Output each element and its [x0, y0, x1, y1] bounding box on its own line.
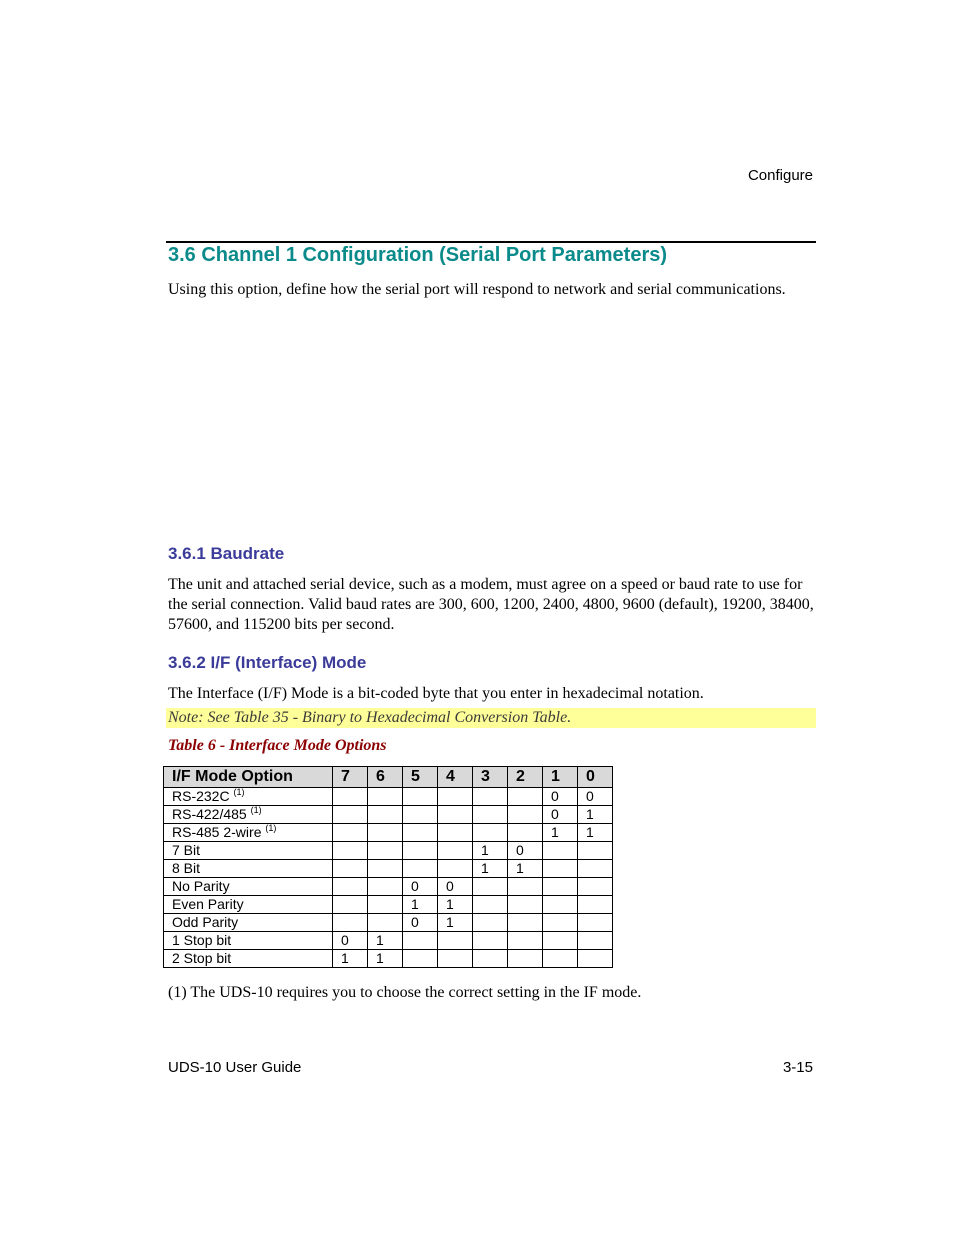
bit-cell — [543, 950, 578, 968]
bit-cell: 1 — [578, 824, 613, 842]
bit-cell: 0 — [403, 878, 438, 896]
table-row — [164, 878, 613, 896]
bit-cell — [508, 896, 543, 914]
table-caption: Table 6 - Interface Mode Options — [168, 737, 387, 754]
bit-cell — [403, 824, 438, 842]
bit-cell — [473, 932, 508, 950]
table-row — [164, 806, 613, 824]
bit-cell — [438, 824, 473, 842]
row-option — [164, 824, 333, 842]
bit-cell: 1 — [403, 896, 438, 914]
baudrate-heading: 3.6.1 Baudrate — [168, 544, 285, 563]
bit-cell: 1 — [438, 896, 473, 914]
row-option-label: 8 Bit — [172, 860, 201, 876]
bit-cell: 1 — [578, 806, 613, 824]
bit-cell — [333, 824, 368, 842]
bit-cell — [438, 860, 473, 878]
row-option-label: RS-232C — [172, 788, 230, 804]
header-bit-2: 2 — [508, 767, 543, 788]
bit-cell — [333, 860, 368, 878]
bit-cell — [333, 842, 368, 860]
bit-cell — [508, 914, 543, 932]
header-bit-1: 1 — [543, 767, 578, 788]
table-row — [164, 950, 613, 968]
row-option — [164, 878, 333, 896]
bit-cell — [438, 788, 473, 806]
bit-cell — [543, 896, 578, 914]
bit-cell — [403, 950, 438, 968]
bit-cell — [333, 806, 368, 824]
running-head: Configure — [747, 167, 813, 184]
header-bit-7: 7 — [333, 767, 368, 788]
bit-cell — [473, 914, 508, 932]
bit-cell: 1 — [438, 914, 473, 932]
bit-cell — [438, 950, 473, 968]
footer-doc-title: UDS-10 User Guide — [168, 1059, 302, 1076]
bit-cell — [508, 806, 543, 824]
bit-cell — [473, 824, 508, 842]
table-row — [164, 914, 613, 932]
table-row — [164, 842, 613, 860]
footer-page-number: 3-15 — [782, 1059, 813, 1076]
bit-cell: 0 — [543, 806, 578, 824]
bit-cell: 1 — [473, 842, 508, 860]
row-option — [164, 788, 333, 806]
bit-cell — [403, 842, 438, 860]
footnote-marker: (1) — [233, 787, 245, 797]
bit-cell — [543, 932, 578, 950]
bit-cell — [333, 878, 368, 896]
row-option-label: Odd Parity — [172, 914, 239, 930]
bit-cell: 1 — [368, 950, 403, 968]
bit-cell — [403, 806, 438, 824]
row-option — [164, 914, 333, 932]
bit-cell — [368, 842, 403, 860]
table-row — [164, 788, 613, 806]
bit-cell — [368, 896, 403, 914]
bit-cell — [578, 932, 613, 950]
bit-cell — [508, 788, 543, 806]
note-highlight: Note: See Table 35 - Binary to Hexadecimal Conversion Table. — [166, 708, 816, 728]
bit-cell: 0 — [438, 878, 473, 896]
row-option-label: RS-422/485 — [172, 806, 247, 822]
footnote-marker: (1) — [265, 823, 277, 833]
bit-cell — [368, 806, 403, 824]
bit-cell: 1 — [473, 860, 508, 878]
bit-cell — [578, 842, 613, 860]
row-option — [164, 950, 333, 968]
bit-cell — [438, 806, 473, 824]
bit-cell: 0 — [508, 842, 543, 860]
bit-cell — [578, 878, 613, 896]
header-bit-0: 0 — [578, 767, 613, 788]
row-option — [164, 932, 333, 950]
bit-cell — [368, 860, 403, 878]
header-bit-3: 3 — [473, 767, 508, 788]
bit-cell: 0 — [403, 914, 438, 932]
bit-cell — [368, 878, 403, 896]
table-row — [164, 824, 613, 842]
table-row — [164, 860, 613, 878]
bit-cell — [403, 788, 438, 806]
table-body — [164, 788, 613, 968]
bit-cell — [578, 950, 613, 968]
bit-cell — [473, 788, 508, 806]
bit-cell — [368, 788, 403, 806]
section-intro: Using this option, define how the serial port will respond to network and serial communications. — [168, 281, 786, 298]
bit-cell — [508, 932, 543, 950]
row-option — [164, 842, 333, 860]
row-option — [164, 896, 333, 914]
bit-cell — [543, 860, 578, 878]
bit-cell — [508, 878, 543, 896]
baudrate-body: The unit and attached serial device, such as a modem, must agree on a speed or baud rate to use for the serial connection. Valid baud rates are 300, 600, 1200, 2400, 4800, 9600 (default), 19200, 38400, 57600, and 115200 bits per second. — [168, 576, 814, 633]
bit-cell: 0 — [333, 932, 368, 950]
bit-cell: 0 — [543, 788, 578, 806]
bit-cell — [543, 878, 578, 896]
section-rule — [166, 241, 816, 243]
bit-cell — [438, 932, 473, 950]
row-option-label: No Parity — [172, 878, 230, 894]
bit-cell — [333, 788, 368, 806]
bit-cell — [543, 842, 578, 860]
bit-cell — [403, 932, 438, 950]
bit-cell — [578, 896, 613, 914]
row-option-label: 1 Stop bit — [172, 932, 232, 948]
bit-cell: 0 — [578, 788, 613, 806]
bit-cell — [543, 914, 578, 932]
row-option-label: RS-485 2-wire — [172, 824, 262, 840]
header-bit-6: 6 — [368, 767, 403, 788]
header-option: I/F Mode Option — [164, 767, 333, 788]
table-row — [164, 896, 613, 914]
bit-cell — [333, 914, 368, 932]
header-bit-5: 5 — [403, 767, 438, 788]
bit-cell — [508, 824, 543, 842]
bit-cell — [473, 896, 508, 914]
bit-cell — [578, 860, 613, 878]
table-header-row — [164, 767, 613, 788]
bit-cell — [403, 860, 438, 878]
bit-cell: 1 — [368, 932, 403, 950]
bit-cell — [368, 914, 403, 932]
footnote-marker: (1) — [250, 805, 262, 815]
ifmode-heading: 3.6.2 I/F (Interface) Mode — [168, 653, 367, 672]
section-title: 3.6 Channel 1 Configuration (Serial Port Parameters) — [168, 244, 668, 266]
table-row — [164, 932, 613, 950]
interface-mode-table — [163, 766, 613, 968]
bit-cell — [333, 896, 368, 914]
bit-cell — [473, 950, 508, 968]
row-option — [164, 806, 333, 824]
row-option — [164, 860, 333, 878]
row-option-label: 2 Stop bit — [172, 950, 232, 966]
bit-cell — [438, 842, 473, 860]
bit-cell — [368, 824, 403, 842]
ifmode-body: The Interface (I/F) Mode is a bit-coded byte that you enter in hexadecimal notation. — [168, 685, 704, 702]
bit-cell: 1 — [543, 824, 578, 842]
bit-cell — [578, 914, 613, 932]
table-footnote: (1) The UDS-10 requires you to choose the correct setting in the IF mode. — [168, 984, 642, 1001]
bit-cell — [508, 950, 543, 968]
row-option-label: Even Parity — [172, 896, 244, 912]
bit-cell — [473, 806, 508, 824]
bit-cell — [473, 878, 508, 896]
header-bit-4: 4 — [438, 767, 473, 788]
bit-cell: 1 — [333, 950, 368, 968]
bit-cell: 1 — [508, 860, 543, 878]
row-option-label: 7 Bit — [172, 842, 201, 858]
